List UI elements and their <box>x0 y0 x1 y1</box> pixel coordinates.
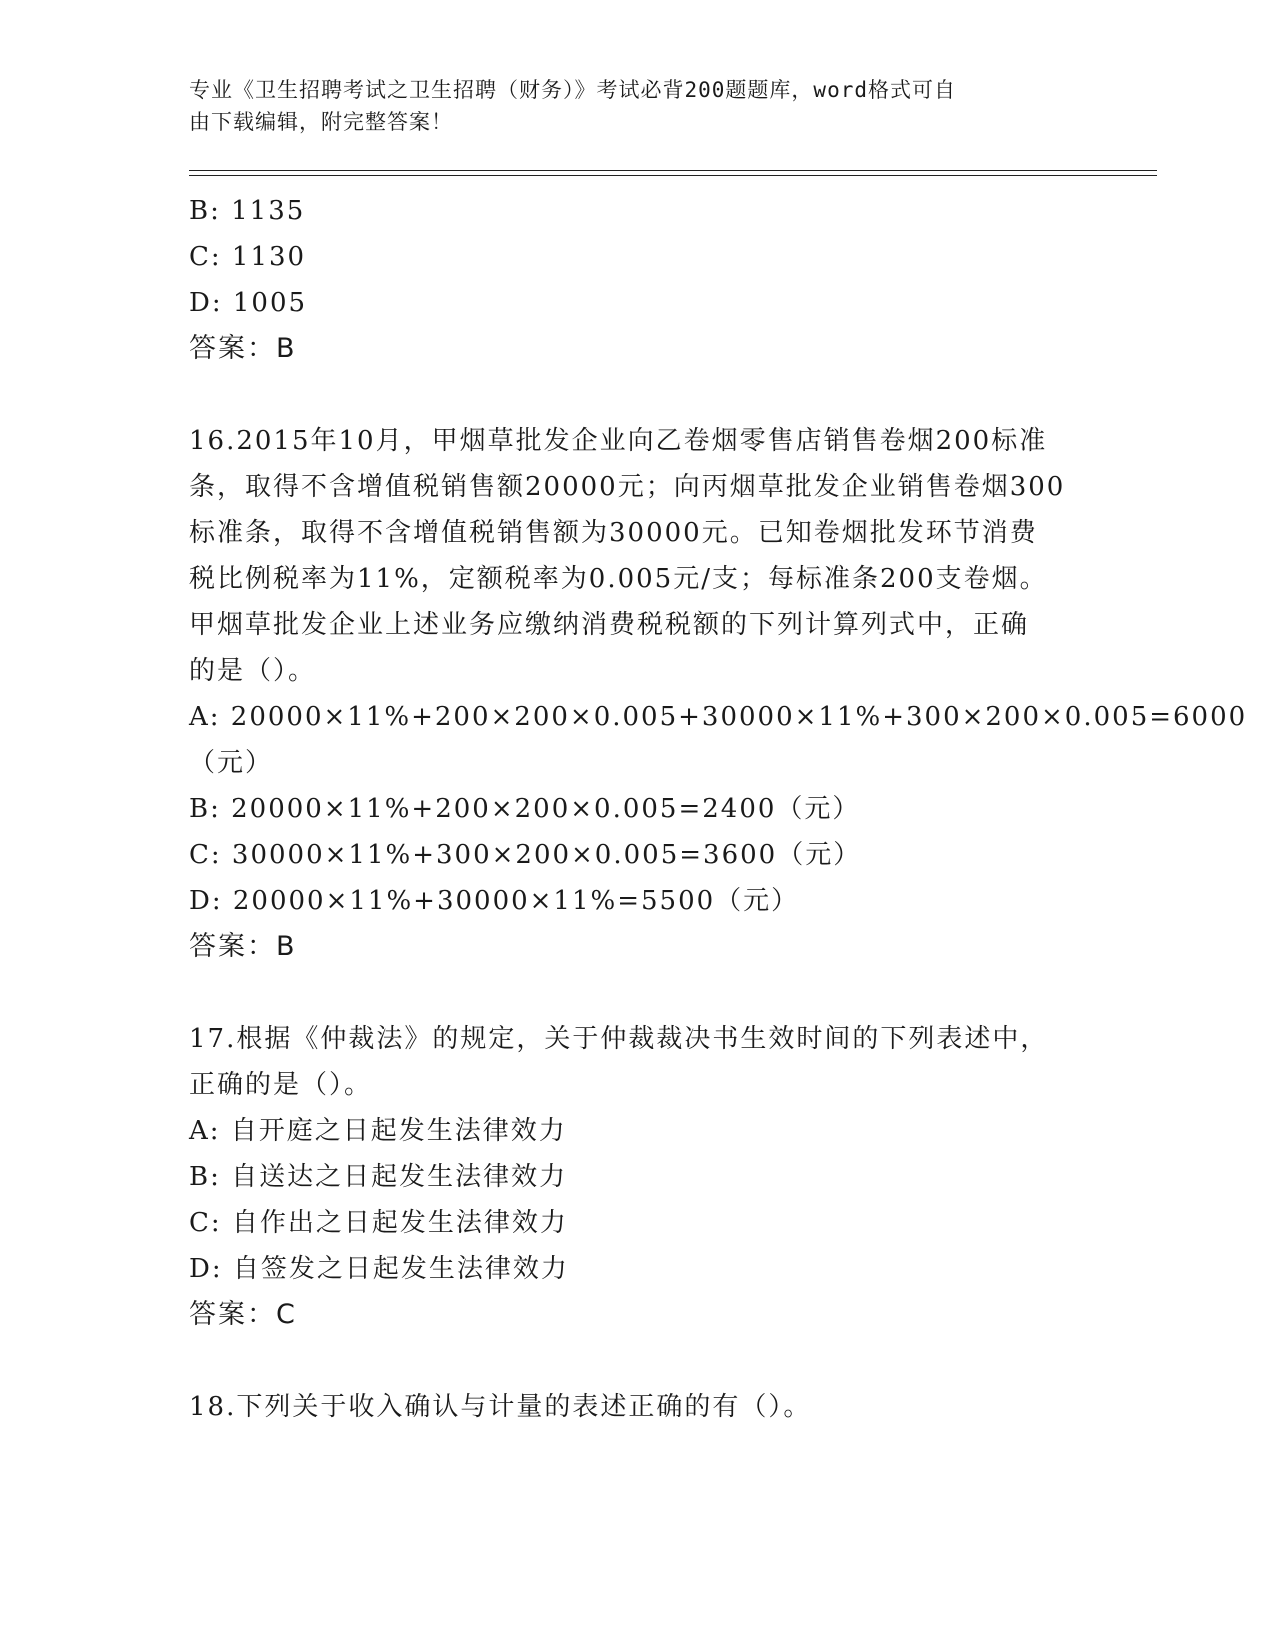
header-rule-bottom <box>189 175 1157 176</box>
option-b: B: 1135 <box>189 196 306 226</box>
option-a: A: 自开庭之日起发生法律效力 <box>189 1116 567 1146</box>
question-stem-line: 条，取得不含增值税销售额20000元；向丙烟草批发企业销售卷烟300 <box>189 472 1066 502</box>
option-c: C: 1130 <box>189 242 307 272</box>
question-17 <box>189 1016 1089 1338</box>
option-b: B: 自送达之日起发生法律效力 <box>189 1162 568 1192</box>
option-a: A: 20000×11%+200×200×0.005+30000×11%+300×200×0.005=6000 <box>189 702 1248 732</box>
question-stem-line: 18.下列关于收入确认与计量的表述正确的有（）。 <box>189 1392 812 1422</box>
question-stem-line: 17.根据《仲裁法》的规定，关于仲裁裁决书生效时间的下列表述中， <box>189 1024 1049 1054</box>
answer: 答案：C <box>189 1299 297 1330</box>
header-rule-top <box>189 170 1157 171</box>
document-header <box>189 74 1089 138</box>
question-stem-line: 16.2015年10月，甲烟草批发企业向乙卷烟零售店销售卷烟200标准 <box>189 426 1048 456</box>
question-stem-line: 的是（）。 <box>189 656 317 686</box>
question-stem-line: 标准条，取得不含增值税销售额为30000元。已知卷烟批发环节消费 <box>189 518 1038 548</box>
question-stem-line: 甲烟草批发企业上述业务应缴纳消费税税额的下列计算列式中，正确 <box>189 610 1030 640</box>
answer: 答案：B <box>189 333 297 364</box>
option-d: D: 20000×11%+30000×11%=5500（元） <box>189 886 800 916</box>
option-c: C: 自作出之日起发生法律效力 <box>189 1208 568 1238</box>
answer: 答案：B <box>189 931 297 962</box>
question-15 <box>189 188 1089 372</box>
option-d: D: 自签发之日起发生法律效力 <box>189 1254 569 1284</box>
question-stem-line: 正确的是（）。 <box>189 1070 373 1100</box>
spacer <box>189 970 1089 1016</box>
spacer <box>189 372 1089 418</box>
question-stem-line: 税比例税率为11%，定额税率为0.005元/支；每标准条200支卷烟。 <box>189 564 1048 594</box>
document-body <box>189 188 1248 1430</box>
header-line-1: 专业《卫生招聘考试之卫生招聘（财务）》考试必背200题题库，word格式可自 <box>189 78 956 102</box>
question-18 <box>189 1384 1089 1430</box>
spacer <box>189 1338 1089 1384</box>
option-c: C: 30000×11%+300×200×0.005=3600（元） <box>189 840 862 870</box>
question-16 <box>189 418 1248 970</box>
header-line-2: 由下载编辑，附完整答案！ <box>189 110 453 134</box>
option-d: D: 1005 <box>189 288 308 318</box>
option-b: B: 20000×11%+200×200×0.005=2400（元） <box>189 794 861 824</box>
option-a-continued: （元） <box>189 748 274 778</box>
